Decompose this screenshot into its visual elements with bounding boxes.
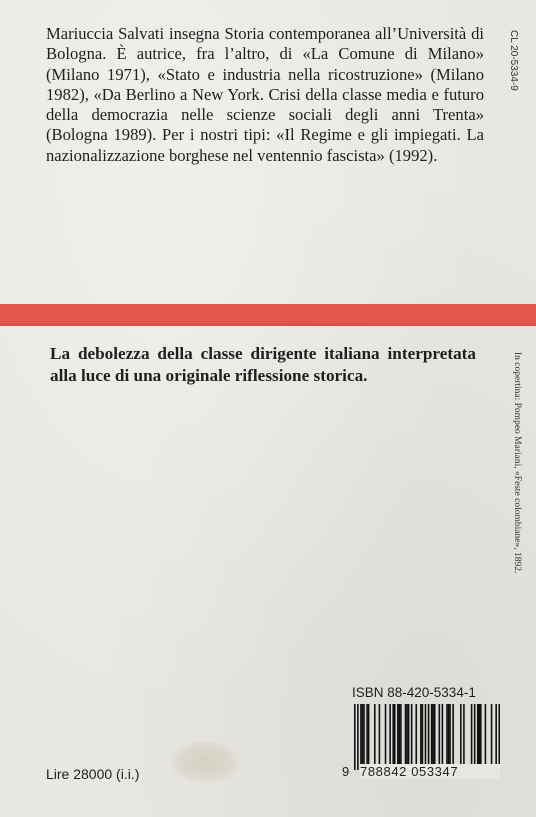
barcode-bar	[485, 704, 487, 764]
barcode-bar	[400, 704, 402, 764]
barcode-bar	[422, 704, 424, 764]
barcode-bar	[448, 704, 450, 764]
barcode-bar	[379, 704, 381, 764]
barcode-bar	[460, 704, 462, 764]
price-label: Lire 28000 (i.i.)	[46, 766, 140, 782]
author-bio: Mariuccia Salvati insegna Storia contemporanea all’Università di Bologna. È autrice, fra l’altro, di «La Comune di Milano» (Milano 1971), «Stato e industria nella ricostruzione» (Milano 1982), «Da Berlino a New York. Crisi della classe media e futuro della democrazia nelle scienze sociali degli anni Trenta» (Bologna 1989). Per i nostri tipi: «Il Regime e gli impiegati. La nazionalizzazione borghese nel ventennio fascista» (1992).	[46, 24, 484, 165]
barcode-bar	[415, 704, 417, 764]
barcode-bar	[392, 704, 394, 764]
isbn-label: ISBN 88-420-5334-1	[352, 685, 476, 700]
barcode-bar	[368, 704, 370, 764]
barcode-bar	[480, 704, 482, 764]
barcode-bar	[399, 704, 401, 764]
barcode-bar	[360, 704, 362, 764]
catalog-code: CL 20-5334-9	[508, 30, 519, 91]
barcode-bar	[474, 704, 476, 764]
barcode-bar	[471, 704, 473, 764]
price-sticker-residue	[172, 742, 238, 782]
barcode-bar	[405, 704, 407, 764]
barcode-bar	[463, 704, 465, 764]
barcode-bar	[431, 704, 433, 764]
barcode-lead-digit: 9	[342, 764, 350, 779]
barcode-bar	[446, 704, 448, 764]
barcode-bar	[363, 704, 365, 764]
barcode-bar	[442, 704, 444, 764]
book-blurb: La debolezza della classe dirigente italiana interpretata alla luce di una originale riflessione storica.	[50, 344, 476, 385]
barcode-bar	[408, 704, 410, 764]
barcode-bar	[439, 704, 441, 764]
red-stripe	[0, 304, 536, 326]
barcode-bar	[394, 704, 396, 764]
barcode-bars	[354, 704, 500, 770]
cover-illustration-credit: In copertina: Pompeo Mariani, «Feste colombiane», 1892.	[512, 352, 522, 574]
barcode-bar	[449, 704, 451, 764]
barcode-bar	[357, 704, 359, 770]
barcode-bar	[362, 704, 364, 764]
barcode-bar	[425, 704, 427, 770]
barcode-bar	[420, 704, 422, 764]
barcode-bar	[428, 704, 430, 770]
barcode-bar	[374, 704, 376, 764]
barcode-bar	[434, 704, 436, 764]
barcode-bar	[411, 704, 413, 764]
barcode-digits: 788842 053347	[360, 764, 500, 779]
barcode-bar	[498, 704, 500, 770]
barcode-bar	[432, 704, 434, 764]
barcode-bar	[477, 704, 479, 764]
barcode-bar	[397, 704, 399, 764]
barcode-bar	[385, 704, 387, 764]
barcode-bar	[366, 704, 368, 764]
barcode-bar	[491, 704, 493, 764]
barcode-bar	[406, 704, 408, 764]
barcode-bar	[452, 704, 454, 764]
barcode-bar	[478, 704, 480, 764]
barcode-bar	[389, 704, 391, 764]
barcode-bar	[354, 704, 356, 770]
barcode-bar	[495, 704, 497, 770]
